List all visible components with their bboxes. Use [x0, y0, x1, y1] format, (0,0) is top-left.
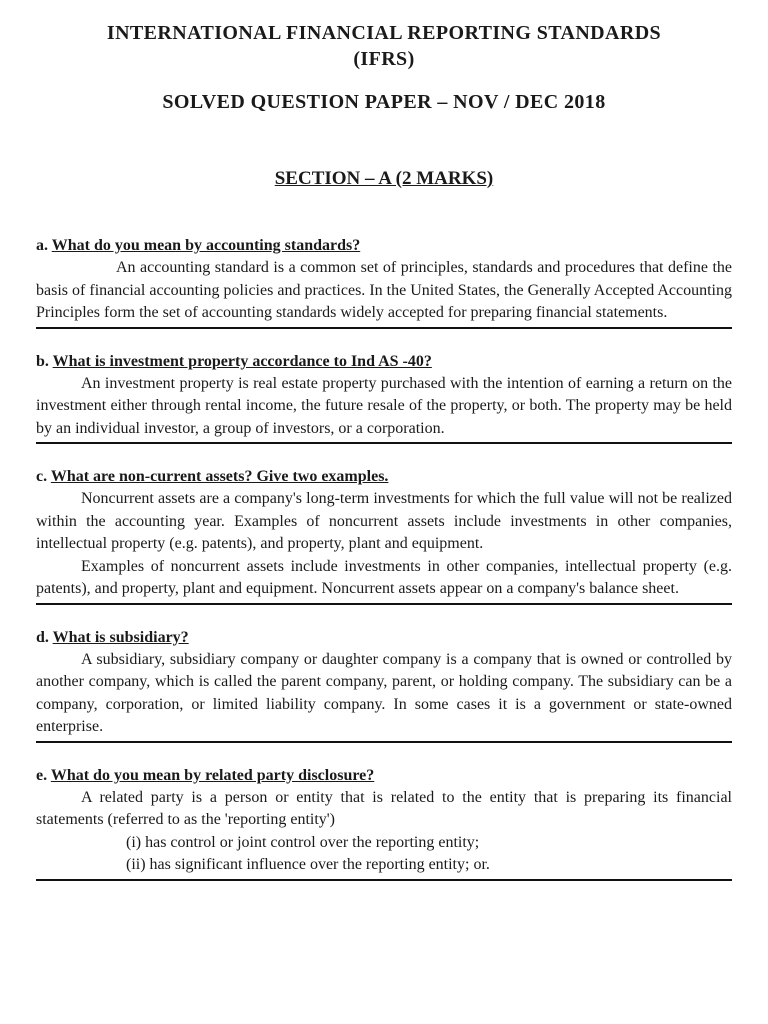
list-item: (ii) has significant influence over the reporting entity; or. — [126, 856, 490, 873]
question-letter: d. — [36, 628, 49, 646]
paper-title: SOLVED QUESTION PAPER – NOV / DEC 2018 — [162, 91, 606, 113]
question-heading — [36, 765, 732, 787]
question-block-e — [36, 765, 732, 881]
question-block-d — [36, 627, 732, 743]
answer-paragraph: Noncurrent assets are a company's long-term investments for which the full value will not be realized within the accounting year. Examples of noncurrent assets include investments in other companies, intellectual property (e.g. patents), and property, plant and equipment. — [36, 490, 732, 552]
question-block-b — [36, 351, 732, 445]
question-text: What do you mean by related party disclosure? — [50, 766, 375, 784]
answer-paragraph: An accounting standard is a common set of principles, standards and procedures that define the basis of financial accounting policies and practices. In the United States, the Generally Accepted Accounting Principles form the set of accounting standards widely accepted for preparing financial statements. — [36, 259, 732, 321]
question-letter: e. — [36, 766, 48, 784]
question-text: What is investment property accordance to Ind AS -40? — [52, 352, 432, 370]
question-heading — [36, 466, 732, 488]
question-heading — [36, 235, 732, 257]
list-item: (i) has control or joint control over the reporting entity; — [126, 833, 480, 851]
answer-paragraph: Examples of noncurrent assets include investments in other companies, intellectual property (e.g. patents), and property, plant and equipment. Noncurrent assets appear on a company's balance sheet. — [36, 557, 732, 597]
question-block-c — [36, 466, 732, 605]
question-text: What do you mean by accounting standards? — [51, 237, 361, 254]
question-text: What are non-current assets? Give two examples. — [50, 468, 389, 485]
answer-paragraph: A subsidiary, subsidiary company or daughter company is a company that is owned or controlled by another company, which is called the parent company, parent, or holding company. The subsidiary can be a company, corporation, or limited liability company. In some cases it is a government or state-owned enterprise. — [36, 650, 732, 735]
document-title: INTERNATIONAL FINANCIAL REPORTING STANDARDS — [106, 22, 662, 44]
question-letter: b. — [36, 352, 49, 370]
answer-paragraph: A related party is a person or entity that is related to the entity that is preparing its financial statements (referred to as the 'reporting entity') — [36, 788, 732, 828]
question-block-a — [36, 235, 732, 329]
document-page — [36, 18, 732, 881]
question-heading — [36, 351, 732, 373]
section-heading: SECTION – A (2 MARKS) — [274, 168, 494, 189]
question-letter: a. — [36, 237, 48, 254]
document-subtitle: (IFRS) — [353, 48, 415, 70]
question-text: What is subsidiary? — [52, 628, 189, 646]
answer-paragraph: An investment property is real estate property purchased with the intention of earning a return on the investment either through rental income, the future resale of the property, or both. The property may be held by an individual investor, a group of investors, or a corporation. — [36, 374, 732, 437]
question-heading — [36, 627, 732, 649]
question-letter: c. — [36, 468, 48, 485]
